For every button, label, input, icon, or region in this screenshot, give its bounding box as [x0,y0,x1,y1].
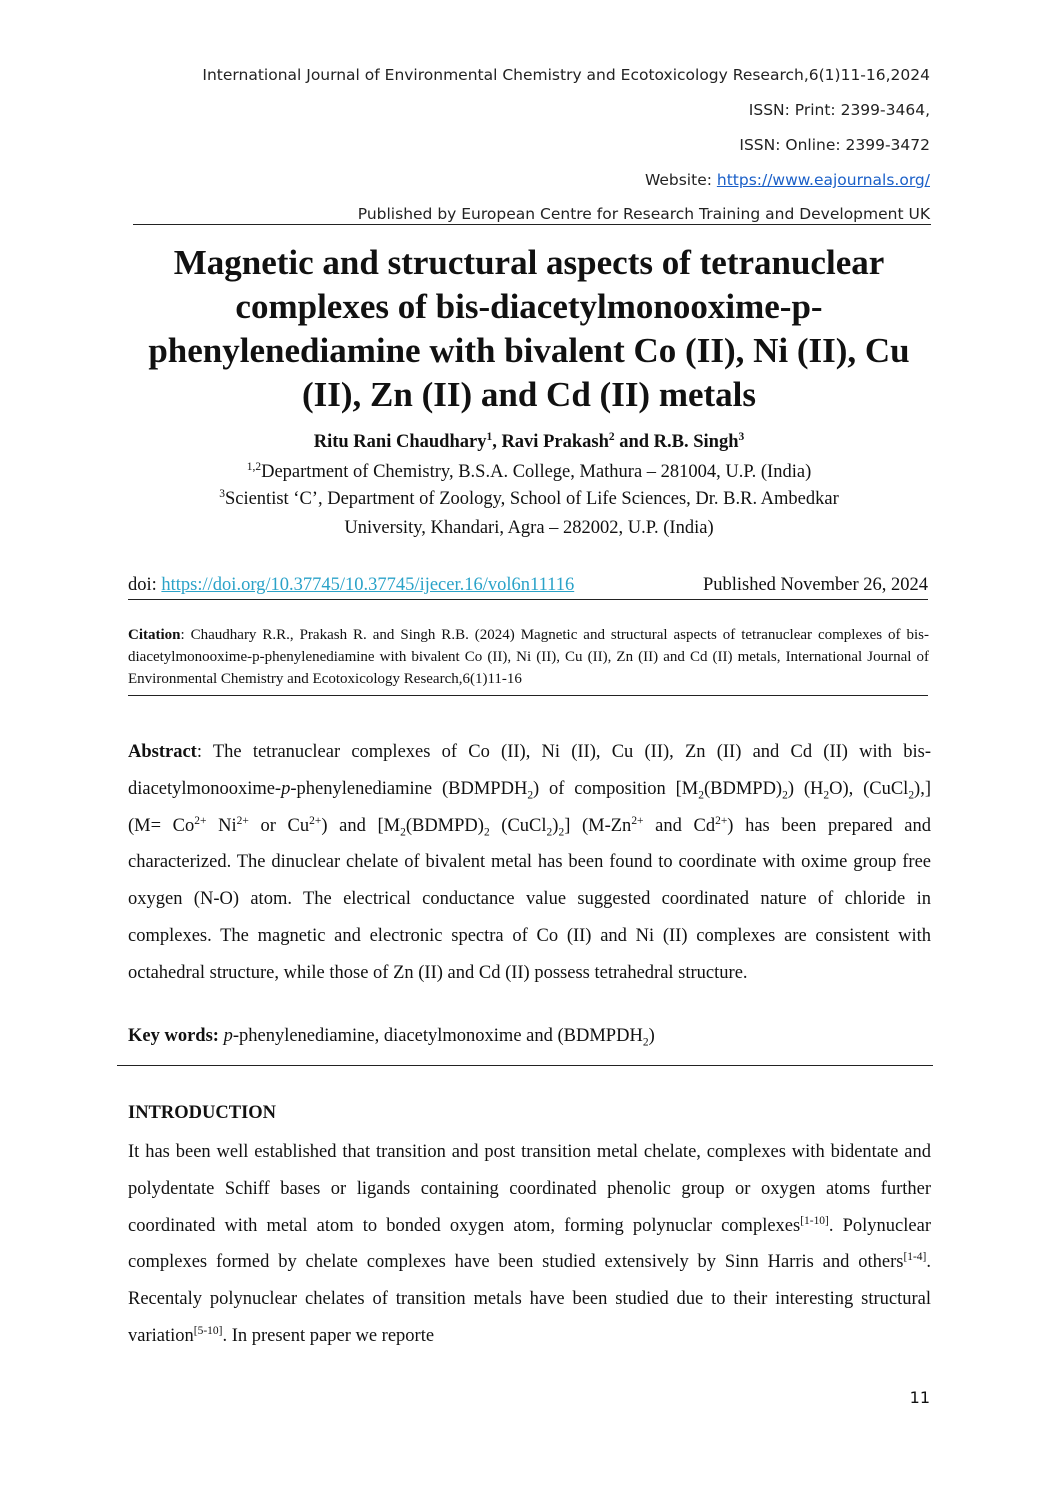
subscript: 2 [558,826,565,839]
abstract-text: Ni [206,815,237,836]
journal-header: International Journal of Environmental Chemistry and Ecotoxicology Research,6(1)11-16,2024 [202,66,930,84]
subscript: 2 [698,789,704,802]
keywords-text: -phenylenediamine, diacetylmonoxime and (BDMPDH [232,1026,643,1046]
superscript: 2+ [715,814,728,827]
affiliation-2-continued: University, Khandari, Agra – 282002, U.P. (India) [344,518,714,538]
subscript: 2 [642,1036,649,1049]
affiliation-mark: 3 [219,487,225,500]
published-date: Published November 26, 2024 [702,575,928,595]
body-text: . Recentaly polynuclear chelates of transition metals have been studied due to their interesting structural variation [128,1252,931,1346]
doi-link[interactable]: https://doi.org/10.37745/10.37745/ijecer.16/vol6n11116 [161,575,575,595]
author-separator: and [614,432,654,452]
affiliation-2 [120,487,938,511]
subscript: 2 [908,789,915,802]
abstract-text: (CuCl [489,815,547,836]
abstract-text: ) [552,815,559,836]
abstract-text: or Cu [248,815,310,836]
author-name: R.B. Singh [653,432,739,452]
abstract-italic: p [281,778,291,799]
keywords-italic: p [223,1026,233,1046]
author-affiliation-mark: 3 [738,430,745,443]
publisher-line: Published by European Centre for Research Training and Development UK [357,205,930,223]
subscript: 2 [546,826,553,839]
author-separator: , [492,432,502,452]
abstract [128,734,931,992]
reference-mark: [1-4] [903,1251,927,1264]
abstract-text: ) (H [787,778,824,799]
affiliation-text: Scientist ‘C’, Department of Zoology, School of Life Sciences, Dr. B.R. Ambedkar [224,489,839,509]
abstract-text: ) and [M [321,815,401,836]
issn-online: ISSN: Online: 2399-3472 [739,136,930,154]
paper-title: Magnetic and structural aspects of tetranuclear complexes of bis-diacetylmonooxime-p-phenylenediamine with bivalent Co (II), Ni (II), Cu (II), Zn (II) and Cd (II) metals [148,243,910,414]
section-heading-introduction: INTRODUCTION [128,1103,277,1123]
abstract-text: ] (M-Zn [564,815,632,836]
abstract-label: Abstract [128,742,197,762]
abstract-text: : The tetranuclear complexes of Co (II), Ni (II), Cu (II), Zn (II) and Cd (II) with bis-diacetylmonooxime- [128,742,931,799]
abstract-text: (BDMPD) [405,815,484,836]
doi-line [128,575,928,596]
website-line [645,171,930,189]
abstract-text: ) has been prepared and characterized. The dinuclear chelate of bivalent metal has been found to coordinate with oxime group free oxygen (N-O) atom. The electrical conductance value suggested coordinated nature of chloride in complexes. The magnetic and electronic spectra of Co (II) and Ni (II) complexes are consistent with octahedral structure, while those of Zn (II) and Cd (II) possess tetrahedral structure. [128,815,932,983]
subscript: 2 [527,789,534,802]
subscript: 2 [400,826,406,839]
abstract-text: (BDMPD) [703,778,783,799]
body-text: . Polynuclear complexes formed by chelate complexes have been studied extensively by Sinn Harris and others [128,1215,931,1273]
header-divider [133,224,931,225]
citation-text: : Chaudhary R.R., Prakash R. and Singh R.B. (2024) Magnetic and structural aspects of tetranuclear complexes of bis-diacetylmonooxime-p-phenylenediamine with bivalent Co (II), Ni (II), Cu (II), Zn (II) and Cd (II) metals, International Journal of Environmental Chemistry and Ecotoxicology Research,6(1)11-16 [128,627,929,687]
website-link[interactable]: https://www.eajournals.org/ [716,171,930,189]
abstract-text: ) of composition [M [533,778,699,799]
author-name: Ritu Rani Chaudhary [313,432,487,452]
abstract-text: and Cd [643,815,716,836]
doi-divider [128,599,928,600]
introduction-paragraph [128,1134,931,1355]
keywords-label: Key words: [128,1026,219,1046]
citation-label: Citation [128,627,181,643]
affiliation-mark: 1,2 [246,460,262,473]
abstract-text: O), (CuCl [829,778,909,799]
abstract-text: ),] (M= Co [128,778,931,836]
author-affiliation-mark: 1 [486,430,493,443]
affiliation-text: Department of Chemistry, B.S.A. College, Mathura – 281004, U.P. (India) [261,462,812,482]
reference-mark: [5-10] [193,1324,223,1337]
abstract-text: -phenylenediamine (BDMPDH [290,778,528,799]
issn-print: ISSN: Print: 2399-3464, [748,101,930,119]
body-text: It has been well established that transition and post transition metal chelate, complexes with bidentate and polydentate Schiff bases or ligands containing coordinated phenolic group or oxygen atoms further coordinated with metal atom to bonded oxygen atom, forming polynuclar complexes [128,1142,931,1236]
subscript: 2 [823,789,830,802]
superscript: 2+ [194,814,207,827]
citation-divider [128,695,928,696]
affiliation-1 [120,460,938,484]
author-name: Ravi Prakash [501,432,609,452]
keywords-text: ) [648,1026,655,1046]
reference-mark: [1-10] [800,1214,829,1227]
page-number: 11 [909,1388,930,1407]
citation-block [128,624,929,690]
website-label: Website: [644,171,717,189]
author-list [120,432,938,453]
author-affiliation-mark: 2 [608,430,615,443]
superscript: 2+ [309,814,322,827]
keywords-divider [117,1065,933,1066]
subscript: 2 [782,789,788,802]
body-text: . In present paper we reporte [222,1325,435,1346]
subscript: 2 [483,826,490,839]
keywords [128,1026,931,1047]
superscript: 2+ [631,814,644,827]
superscript: 2+ [236,814,249,827]
doi-label: doi: [128,575,162,595]
